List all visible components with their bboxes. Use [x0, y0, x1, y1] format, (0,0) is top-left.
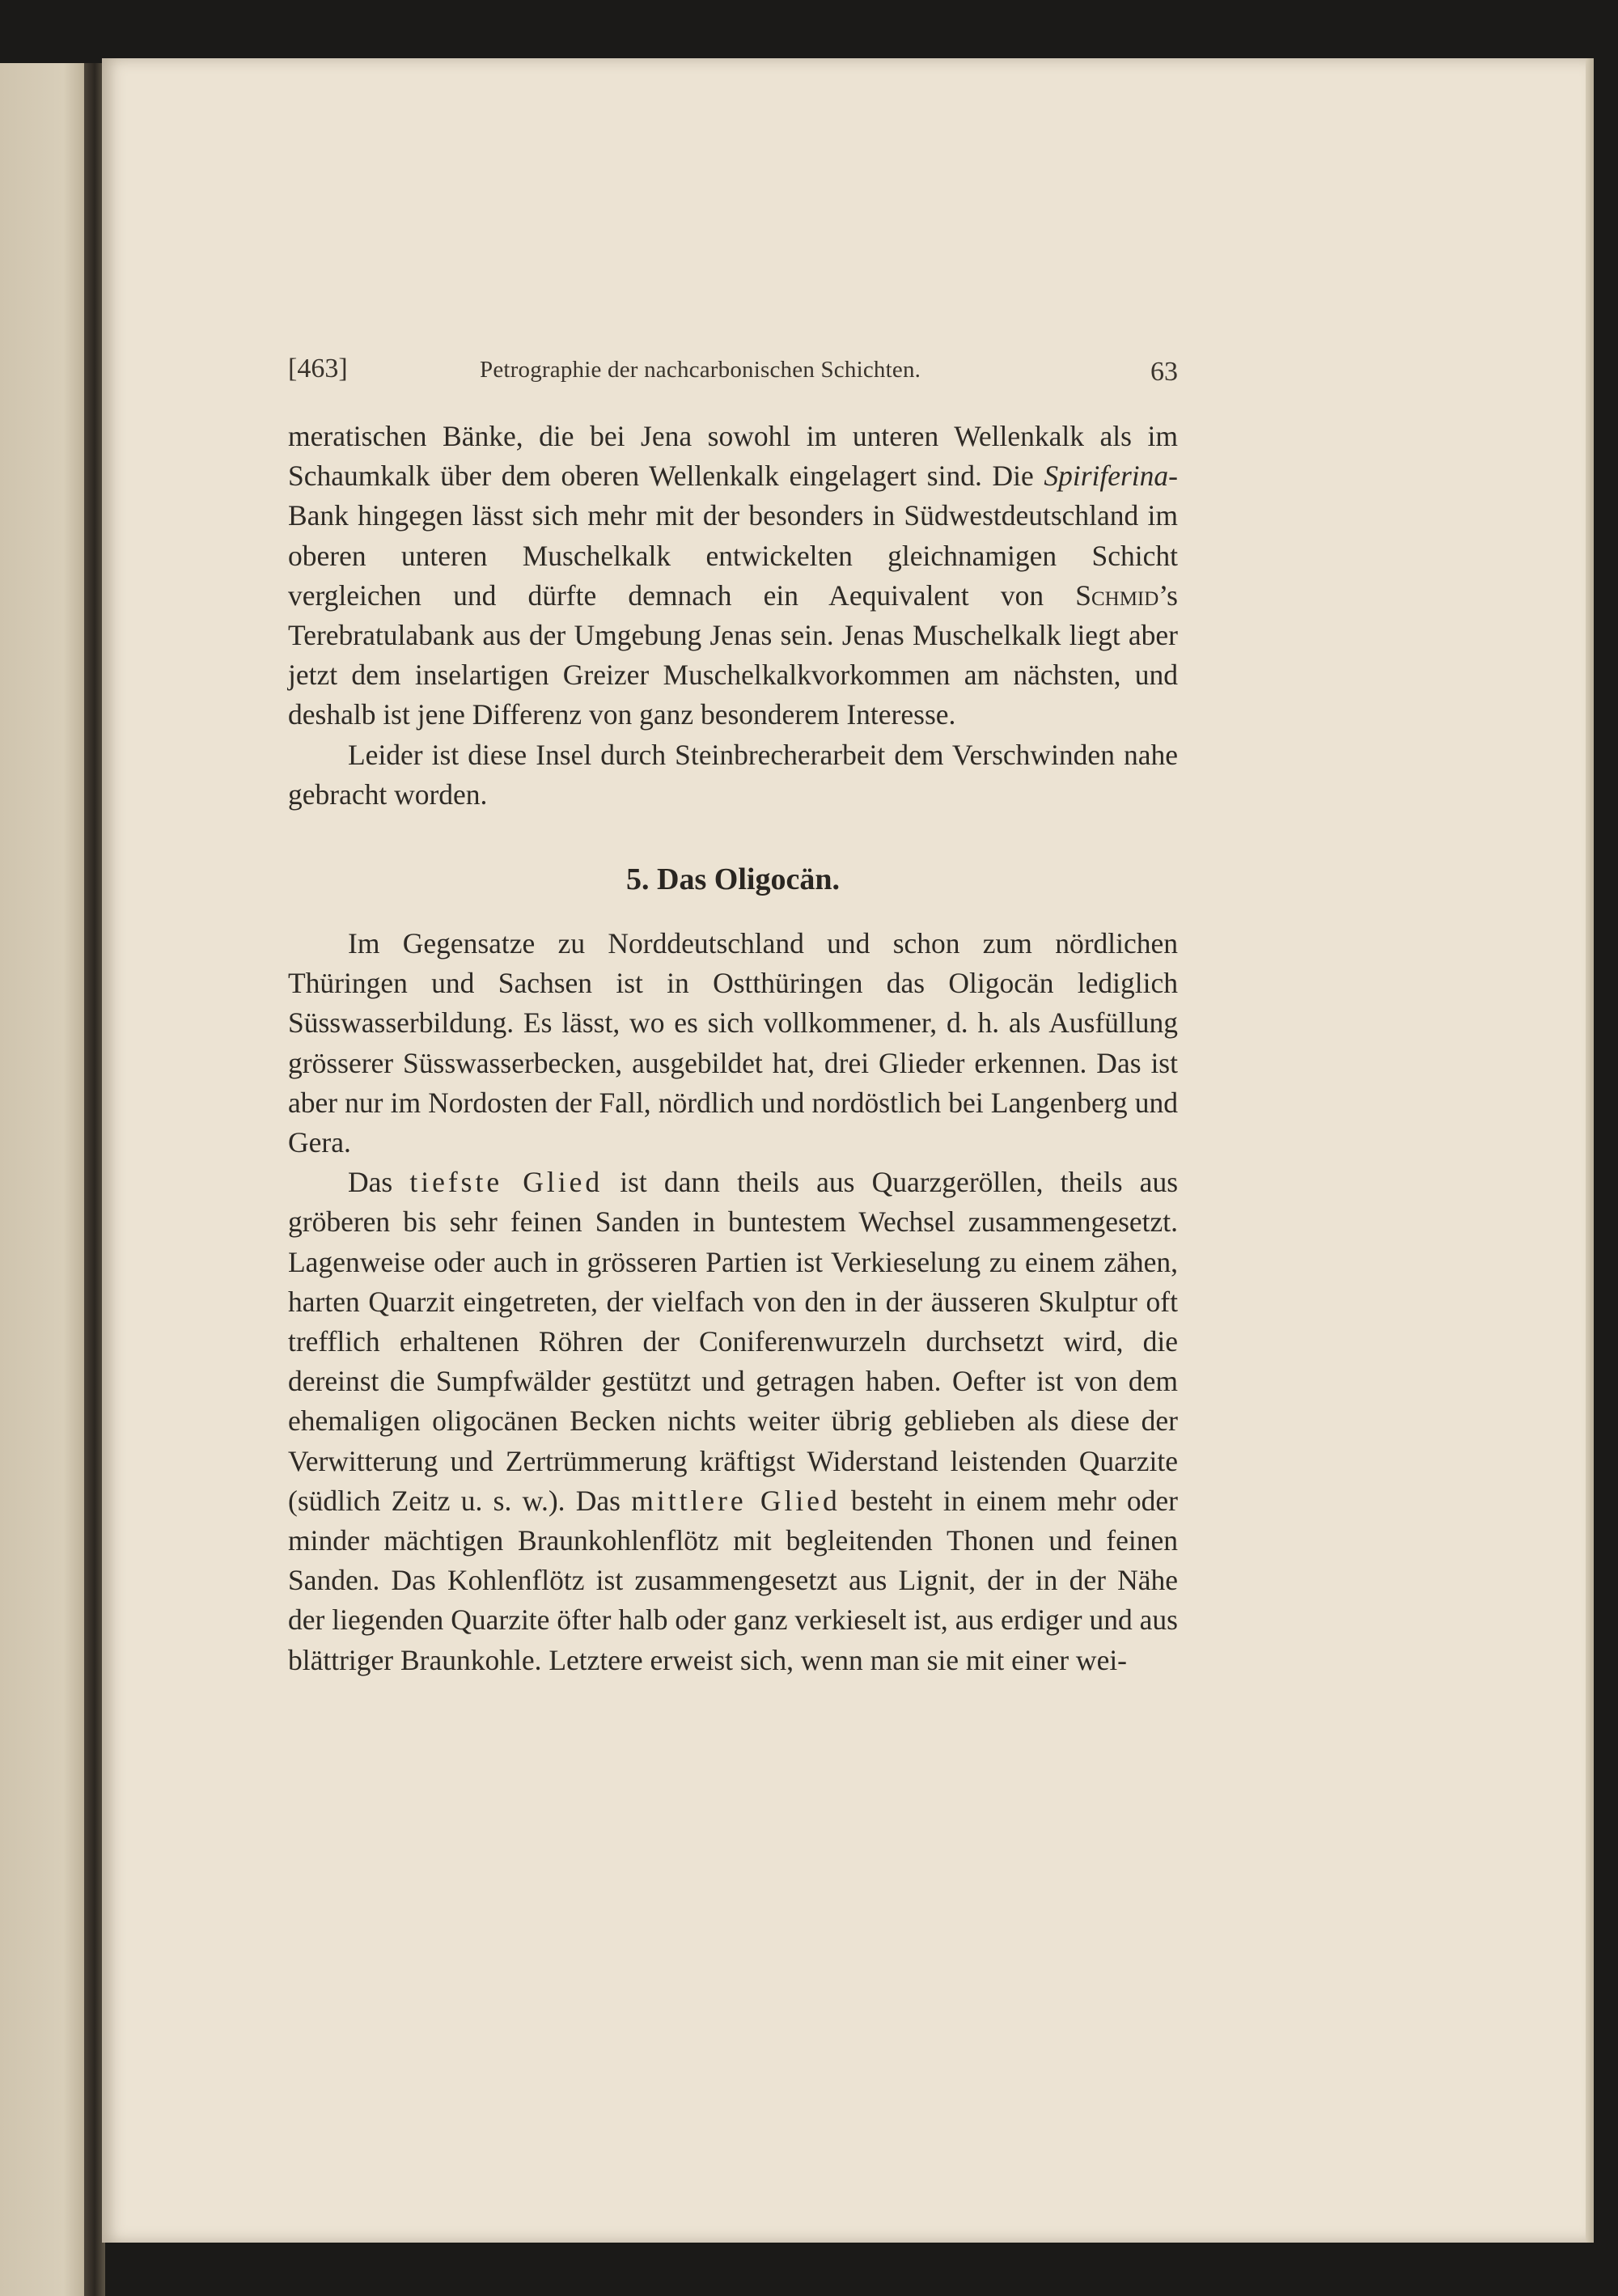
left-page-edge	[0, 63, 91, 2296]
section-heading: 5. Das Oligocän.	[626, 862, 840, 897]
body-text	[288, 417, 1178, 1680]
spaced-term-lowest-member: tiefste Glied	[409, 1166, 604, 1199]
paragraph-4-text-c: besteht in einem mehr oder minder mächtigen Braunkohlenflötz mit begleitenden Thonen und feinen Sanden. Das Kohlenflötz ist zusammengesetzt aus Lignit, der in der Nähe der liegenden Quarzite öfter halb oder ganz verkieselt ist, aus erdiger und aus blättriger Braunkohle. Letztere erweist sich, wenn man sie mit einer wei-	[288, 1484, 1178, 1676]
author-name: Schmid	[1075, 578, 1159, 612]
paragraph-1-text-c: ’s Terebratulabank aus der Umgebung Jenas sein. Jenas Muschelkalk liegt aber jetzt dem inselartigen Greizer Muschelkalkvorkommen am nächsten, und deshalb ist jene Differenz von ganz besonderem Interesse.	[288, 578, 1178, 731]
paragraph-1-text-a: meratischen Bänke, die bei Jena sowohl im unteren Wellenkalk als im Schaumkalk über dem oberen Wellenkalk eingelagert sind. Die	[288, 420, 1178, 493]
running-head	[288, 354, 1178, 396]
paragraph-4	[288, 1163, 1178, 1680]
bracket-page-number: [463]	[288, 354, 348, 383]
italic-genus: Spiriferina	[1044, 460, 1169, 493]
page-fore-edge	[1586, 58, 1594, 2243]
paragraph-4-text-b: ist dann theils aus Quarzgeröllen, theils aus gröberen bis sehr feinen Sanden in buntestem Wechsel zusammengesetzt. Lagenweise oder auch in grösseren Partien ist Verkieselung zu einem zähen, harten Quarzit eingetreten, der vielfach von den in der äusseren Skulptur oft trefflich erhaltenen Röhren der Coniferenwurzeln durchsetzt wird, die dereinst die Sumpfwälder gestützt und getragen haben. Oefter ist von dem ehemaligen oligocänen Becken nichts weiter übrig geblieben als diese der Verwitterung und Zertrümmerung kräftigst Widerstand leistenden Quarzite (südlich Zeitz u. s. w.). Das	[288, 1166, 1179, 1517]
spaced-term-middle-member: mittlere Glied	[631, 1484, 841, 1517]
paragraph-1	[288, 417, 1178, 735]
running-title: Petrographie der nachcarbonischen Schichten.	[480, 357, 921, 383]
paragraph-3: Im Gegensatze zu Norddeutschland und schon zum nördlichen Thüringen und Sachsen ist in Ostthüringen das Oligocän lediglich Süsswasserbildung. Es lässt, wo es sich vollkommener, d. h. als Ausfüllung grösserer Süsswasserbecken, ausgebildet hat, drei Glieder erkennen. Das ist aber nur im Nordosten der Fall, nördlich und nordöstlich bei Langenberg und Gera.	[288, 927, 1178, 1159]
paragraph-1-text-b: -Bank hingegen lässt sich mehr mit der besonders in Südwestdeutschland im oberen unteren Muschelkalk entwickelten gleichnamigen Schicht vergleichen und dürfte demnach ein Aequivalent von	[288, 460, 1178, 612]
paragraph-2: Leider ist diese Insel durch Steinbrecherarbeit dem Verschwinden nahe gebracht worden.	[288, 738, 1178, 811]
paragraph-4-text-a: Das	[348, 1166, 410, 1199]
page-number: 63	[1150, 357, 1178, 387]
